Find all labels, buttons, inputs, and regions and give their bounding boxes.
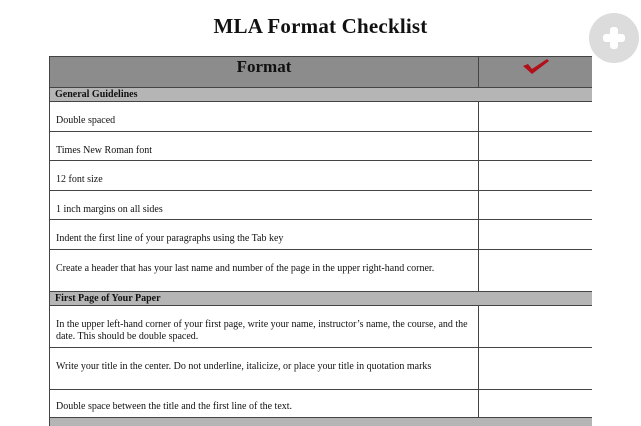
- check-cell[interactable]: [479, 220, 593, 250]
- format-column-header: Format: [50, 57, 479, 88]
- check-cell[interactable]: [479, 190, 593, 220]
- check-cell[interactable]: [479, 305, 593, 347]
- checklist-row: [50, 249, 593, 291]
- section-row-general: [50, 88, 593, 102]
- checklist-row: [50, 347, 593, 389]
- expand-button[interactable]: [589, 13, 639, 63]
- checklist-item-text: Write your title in the center. Do not underline, italicize, or place your title in quotation marks: [56, 360, 432, 372]
- table-header-row: [50, 57, 593, 88]
- section-title: General Guidelines: [50, 88, 593, 102]
- plus-icon: [601, 25, 627, 51]
- checklist-sheet: [49, 56, 592, 426]
- check-cell[interactable]: [479, 389, 593, 417]
- checklist-row: [50, 161, 593, 191]
- check-cell[interactable]: [479, 161, 593, 191]
- checkmark-icon: [521, 57, 551, 75]
- section-row-first-page: [50, 291, 593, 305]
- checklist-item-text: Double space between the title and the first line of the text.: [56, 400, 293, 412]
- checklist-row: [50, 131, 593, 161]
- checklist-row: [50, 220, 593, 250]
- document-title: MLA Format Checklist: [213, 14, 428, 38]
- checklist-row: [50, 305, 593, 347]
- checklist-item-text: In the upper left-hand corner of your first page, write your name, instructor’s name, the course, and the date. This should be double spaced.: [56, 318, 468, 342]
- check-cell[interactable]: [479, 102, 593, 132]
- check-cell[interactable]: [479, 347, 593, 389]
- check-column-header: [479, 57, 593, 88]
- check-cell[interactable]: [479, 249, 593, 291]
- checklist-row: [50, 190, 593, 220]
- checklist-item-text: Indent the first line of your paragraphs using the Tab key: [56, 233, 284, 244]
- checklist-row: [50, 389, 593, 417]
- checklist-item-text: Create a header that has your last name and number of the page in the upper right-hand corner.: [56, 262, 435, 274]
- check-cell[interactable]: [479, 131, 593, 161]
- next-section-row: [50, 417, 593, 426]
- checklist-table: [49, 56, 592, 426]
- checklist-item-text: Double spaced: [56, 115, 116, 126]
- section-title: First Page of Your Paper: [50, 291, 593, 305]
- checklist-item-text: 12 font size: [56, 174, 103, 185]
- checklist-item-text: Times New Roman font: [56, 144, 153, 156]
- checklist-item-text: 1 inch margins on all sides: [56, 203, 163, 215]
- checklist-row: [50, 102, 593, 132]
